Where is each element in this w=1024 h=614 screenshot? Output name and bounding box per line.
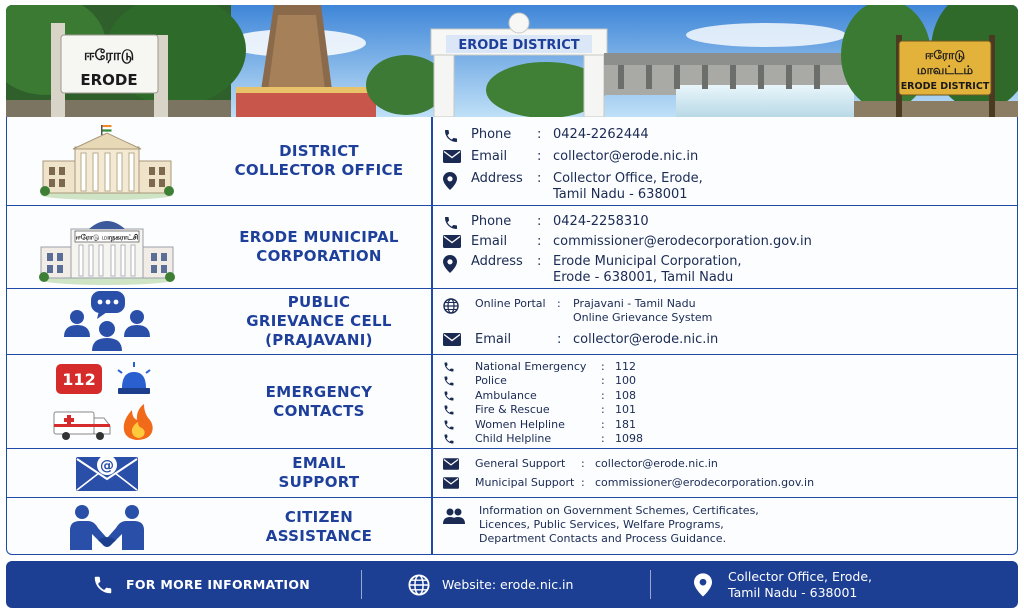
collector-email-line: Email : collector@erode.nic.in [443,149,698,165]
phone-icon [443,127,471,144]
svg-text:ஈரோடு மாநகராட்சி: ஈரோடு மாநகராட்சி [75,233,139,242]
row-email-support [7,449,1017,498]
grievance-contact-info [443,289,1011,354]
location-pin-icon [443,171,471,190]
municipal-phone-line: Phone : 0424-2258310 [443,214,649,231]
row-municipal-corporation [7,206,1017,289]
footer-website[interactable]: Website: erode.nic.in [408,561,573,608]
email-support-title: EMAIL SUPPORT [278,454,360,491]
grievance-email-value[interactable]: collector@erode.nic.in [573,332,719,347]
svg-text:@: @ [100,458,114,474]
svg-text:ஈரோடு: ஈரோடு [83,46,135,64]
emergency-contact-item[interactable]: National Emergency : 112 [443,360,636,374]
location-pin-icon [694,573,712,597]
emergency-contact-number[interactable]: 181 [615,417,636,431]
svg-text:ஈரோடு: ஈரோடு [924,48,966,62]
emergency-contact-item[interactable]: Fire & Rescue : 101 [443,403,636,417]
collector-email-value[interactable]: collector@erode.nic.in [553,149,699,164]
emergency-contact-label: Police [475,374,507,388]
footer-bar [6,561,1018,608]
globe-icon [408,574,430,596]
emergency-contact-label: Women Helpline [475,417,565,431]
municipal-contact-info [443,206,1011,288]
emergency-contact-number[interactable]: 100 [615,374,636,388]
general-support-line: General Support : collector@erode.nic.in [443,457,718,471]
grievance-portal-value[interactable]: Prajavani - Tamil Nadu Online Grievance System [573,297,713,324]
row-district-collector [7,117,1017,206]
row-emergency-contacts [7,355,1017,449]
municipal-support-line: Municipal Support : commissioner@erodecorporation.gov.in [443,476,814,490]
email-icon [443,476,475,489]
svg-text:ERODE DISTRICT: ERODE DISTRICT [458,38,580,53]
phone-icon [443,214,471,231]
emergency-contact-number[interactable]: 108 [615,388,636,402]
phone-icon [443,418,475,431]
email-support-info [443,449,1011,497]
collector-building-icon [7,117,207,205]
phone-icon [443,403,475,416]
header-banner [6,5,1018,117]
emergency-contacts-title: EMERGENCY CONTACTS [265,382,373,420]
emergency-contact-list [443,355,1011,448]
emergency-contact-number[interactable]: 101 [615,403,636,417]
112-badge: 112 [62,369,96,389]
fire-icon [124,404,153,440]
emergency-contact-item[interactable]: Ambulance : 108 [443,389,636,403]
emergency-contact-item[interactable]: Women Helpline : 181 [443,418,636,432]
municipal-email-value[interactable]: commissioner@erodecorporation.gov.in [553,234,812,249]
globe-icon [443,297,475,314]
phone-icon [92,574,114,596]
svg-text:மாவட்டம்: மாவட்டம் [916,63,974,77]
email-icon [443,234,471,248]
siren-icon [118,362,150,394]
emergency-contact-number[interactable]: 112 [615,360,636,373]
phone-icon [443,389,475,402]
contact-table [6,117,1018,555]
municipal-phone-value[interactable]: 0424-2258310 [553,214,649,229]
emergency-icons [7,355,207,448]
phone-icon [443,374,475,387]
municipal-address-line: Address : Erode Municipal Corporation, Erode - 638001, Tamil Nadu [443,254,742,286]
banner-photo-collage [6,5,1018,117]
collector-address-line: Address : Collector Office, Erode, Tamil Nadu - 638001 [443,171,703,203]
citizen-assistance-info: Information on Government Schemes, Certificates, Licences, Public Services, Welfare Programs, Department Contacts and Process Guidance. [443,498,1011,555]
envelope-at-icon [7,449,207,497]
row-public-grievance [7,289,1017,355]
emergency-contact-item[interactable]: Police : 100 [443,374,636,388]
row-citizen-assistance [7,498,1017,555]
emergency-contact-label: Fire & Rescue [475,403,550,417]
general-support-email[interactable]: collector@erode.nic.in [595,457,718,470]
emergency-contact-number[interactable]: 1098 [615,432,643,445]
email-icon [443,332,475,346]
ambulance-icon [54,412,110,440]
svg-text:ERODE: ERODE [80,71,138,89]
grievance-portal-line: Online Portal : Prajavani - Tamil Nadu Online Grievance System [443,297,712,325]
handshake-icon [7,498,207,555]
location-pin-icon [443,254,471,273]
municipal-building-icon [7,206,207,288]
collector-phone-value[interactable]: 0424-2262444 [553,127,649,142]
municipal-corporation-title: ERODE MUNICIPAL CORPORATION [239,228,399,265]
email-icon [443,149,471,163]
email-icon [443,457,475,470]
collector-office-title: DISTRICT COLLECTOR OFFICE [234,142,404,179]
collector-phone-line: Phone : 0424-2262444 [443,127,649,144]
people-icon [443,504,479,524]
footer-more-info: FOR MORE INFORMATION [92,561,310,608]
emergency-contact-label: Child Helpline [475,432,552,445]
grievance-email-line: Email : collector@erode.nic.in [443,332,718,348]
phone-icon [443,432,475,445]
people-chat-icon [7,289,207,354]
footer-address: Collector Office, Erode, Tamil Nadu - 638001 [694,561,872,608]
phone-icon [443,360,475,373]
citizen-assistance-title: CITIZEN ASSISTANCE [265,507,373,545]
municipal-email-line: Email : commissioner@erodecorporation.gov.in [443,234,812,250]
collector-contact-info [443,117,1011,205]
emergency-contact-label: Ambulance [475,388,537,402]
svg-text:ERODE DISTRICT: ERODE DISTRICT [900,81,990,92]
municipal-support-email[interactable]: commissioner@erodecorporation.gov.in [595,476,815,489]
grievance-cell-title: PUBLIC GRIEVANCE CELL (PRAJAVANI) [246,293,392,349]
emergency-contact-label: National Emergency [475,360,587,373]
emergency-contact-item[interactable]: Child Helpline : 1098 [443,432,643,446]
